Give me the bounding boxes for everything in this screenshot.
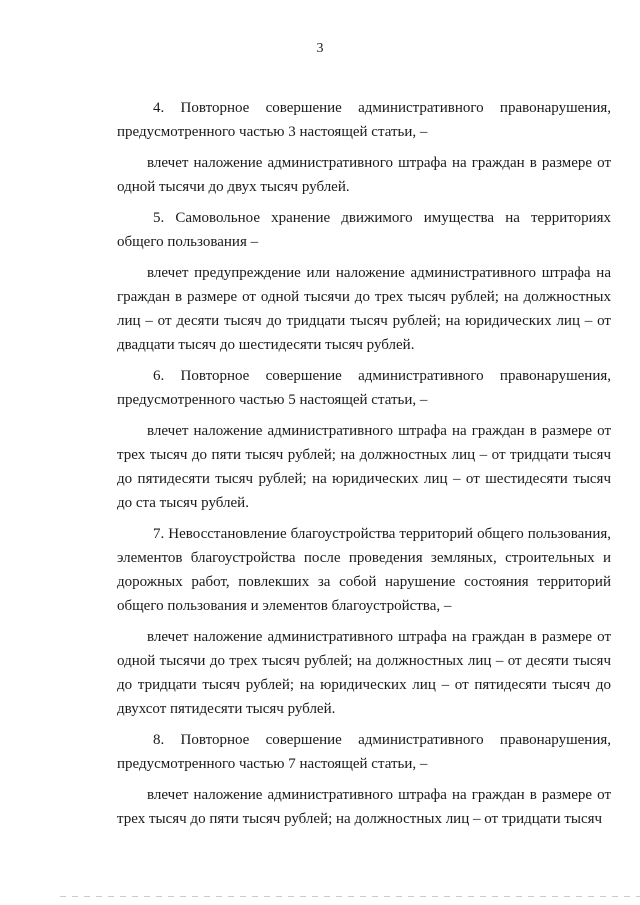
sanction-paragraph-part-5: влечет предупреждение или наложение административного штрафа на граждан в размере от одной тысячи до трех тысяч рублей; на должностных лиц – от десяти тысяч до тридцати тысяч рублей; на юридических лиц – от двадцати тысяч до шестидесяти тысяч рублей. [117, 265, 611, 353]
article-paragraph-part-4: 4. Повторное совершение административного правонарушения, предусмотренного частью 3 настоящей статьи, – [117, 100, 611, 140]
page-number: 3 [316, 41, 324, 56]
article-paragraph-part-6: 6. Повторное совершение административного правонарушения, предусмотренного частью 5 настоящей статьи, – [117, 368, 611, 408]
article-paragraph-part-5: 5. Самовольное хранение движимого имущества на территориях общего пользования – [117, 210, 611, 250]
sanction-paragraph-part-4: влечет наложение административного штрафа на граждан в размере от одной тысячи до двух тысяч рублей. [117, 155, 611, 195]
document-body [117, 96, 611, 838]
article-paragraph-part-8: 8. Повторное совершение административного правонарушения, предусмотренного частью 7 настоящей статьи, – [117, 732, 611, 772]
sanction-paragraph-part-8: влечет наложение административного штрафа на граждан в размере от трех тысяч до пяти тысяч рублей; на должностных лиц – от тридцати тысяч [117, 787, 611, 827]
sanction-paragraph-part-6: влечет наложение административного штрафа на граждан в размере от трех тысяч до пяти тысяч рублей; на должностных лиц – от тридцати тысяч до пятидесяти тысяч рублей; на юридических лиц – от шестидесяти тысяч до ста тысяч рублей. [117, 423, 611, 511]
article-paragraph-part-7: 7. Невосстановление благоустройства территорий общего пользования, элементов благоустройства после проведения земляных, строительных и дорожных работ, повлекших за собой нарушение состояния территорий общего пользования и элементов благоустройства, – [117, 526, 611, 614]
sanction-paragraph-part-7: влечет наложение административного штрафа на граждан в размере от одной тысячи до трех тысяч рублей; на должностных лиц – от десяти тысяч до тридцати тысяч рублей; на юридических лиц – от пятидесяти тысяч до двухсот пятидесяти тысяч рублей. [117, 629, 611, 717]
scan-edge-line [60, 896, 640, 897]
